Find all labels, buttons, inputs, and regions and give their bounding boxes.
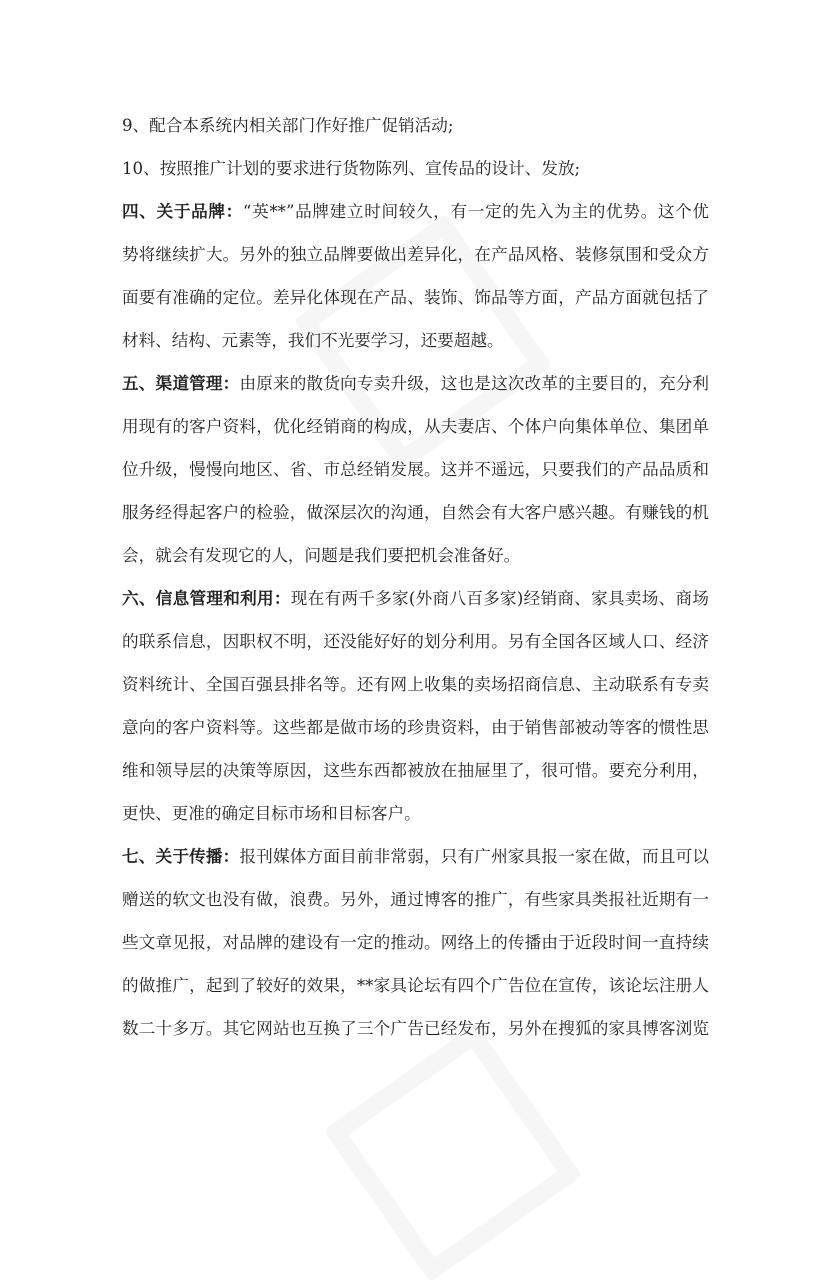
line-text: 势将继续扩大。另外的独立品牌要做出差异化，在产品风格、装修氛围和受众方 bbox=[122, 245, 709, 264]
text-line bbox=[122, 878, 709, 921]
line-text: 的做推广，起到了较好的效果，**家具论坛有四个广告位在宣传，该论坛注册人 bbox=[122, 976, 709, 995]
text-line bbox=[122, 534, 709, 577]
text-line bbox=[122, 1007, 709, 1050]
document-page bbox=[122, 104, 709, 1050]
text-line bbox=[122, 663, 709, 706]
text-line bbox=[122, 233, 709, 276]
text-line bbox=[122, 405, 709, 448]
text-line bbox=[122, 491, 709, 534]
text-line bbox=[122, 835, 709, 878]
line-text: 的联系信息，因职权不明，还没能好好的划分利用。另有全国各区域人口、经济 bbox=[122, 632, 709, 651]
line-text: 服务经得起客户的检验，做深层次的沟通，自然会有大客户感兴趣。有赚钱的机 bbox=[122, 503, 709, 522]
line-text: 材料、结构、元素等，我们不光要学习，还要超越。 bbox=[122, 331, 504, 350]
text-line bbox=[122, 190, 709, 233]
line-text: 位升级，慢慢向地区、省、市总经销发展。这并不遥远，只要我们的产品品质和 bbox=[122, 460, 709, 479]
paragraph bbox=[122, 577, 709, 835]
text-line bbox=[122, 706, 709, 749]
line-text: 更快、更准的确定目标市场和目标客户。 bbox=[122, 804, 421, 823]
paragraph bbox=[122, 362, 709, 577]
line-text: 会，就会有发现它的人，问题是我们要把机会准备好。 bbox=[122, 546, 521, 565]
line-text: 资料统计、全国百强县排名等。还有网上收集的卖场招商信息、主动联系有专卖 bbox=[122, 675, 709, 694]
paragraph bbox=[122, 104, 709, 147]
line-text: 赠送的软文也没有做，浪费。另外，通过博客的推广，有些家具类报社近期有一 bbox=[122, 890, 709, 909]
paragraph bbox=[122, 835, 709, 1050]
line-text: 意向的客户资料等。这些都是做市场的珍贵资料，由于销售部被动等客的惯性思 bbox=[122, 718, 709, 737]
text-line bbox=[122, 448, 709, 491]
text-line bbox=[122, 921, 709, 964]
section-heading: 四、关于品牌： bbox=[122, 201, 243, 221]
paragraph bbox=[122, 147, 709, 190]
line-text: 面要有准确的定位。差异化体现在产品、装饰、饰品等方面，产品方面就包括了 bbox=[122, 288, 709, 307]
line-text: 现在有两千多家(外商八百多家)经销商、家具卖场、商场 bbox=[290, 589, 710, 608]
paragraph bbox=[122, 190, 709, 362]
line-text: 些文章见报，对品牌的建设有一定的推动。网络上的传播由于近段时间一直持续 bbox=[122, 933, 709, 952]
line-text: 数二十多万。其它网站也互换了三个广告已经发布，另外在搜狐的家具博客浏览 bbox=[122, 1019, 709, 1038]
watermark-shape bbox=[323, 1023, 582, 1282]
line-text: 报刊媒体方面目前非常弱，只有广州家具报一家在做，而且可以 bbox=[239, 847, 709, 866]
line-text: 9、配合本系统内相关部门作好推广促销活动; bbox=[122, 116, 454, 135]
text-line bbox=[122, 319, 709, 362]
line-text: “英**”品牌建立时间较久，有一定的先入为主的优势。这个优 bbox=[242, 202, 710, 221]
line-text: 用现有的客户资料，优化经销商的构成，从夫妻店、个体户向集体单位、集团单 bbox=[122, 417, 709, 436]
section-heading: 五、渠道管理： bbox=[122, 373, 240, 393]
text-line bbox=[122, 749, 709, 792]
section-heading: 六、信息管理和利用： bbox=[122, 588, 291, 608]
line-text: 10、按照推广计划的要求进行货物陈列、宣传品的设计、发放; bbox=[122, 159, 581, 178]
text-line bbox=[122, 276, 709, 319]
text-line bbox=[122, 362, 709, 405]
text-line bbox=[122, 620, 709, 663]
line-text: 由原来的散货向专卖升级，这也是这次改革的主要目的，充分利 bbox=[239, 374, 709, 393]
section-heading: 七、关于传播： bbox=[122, 846, 240, 866]
text-line bbox=[122, 792, 709, 835]
text-line bbox=[122, 147, 709, 190]
line-text: 维和领导层的决策等原因，这些东西都被放在抽屉里了，很可惜。要充分利用， bbox=[122, 761, 709, 780]
text-line bbox=[122, 104, 709, 147]
text-line bbox=[122, 964, 709, 1007]
text-line bbox=[122, 577, 709, 620]
